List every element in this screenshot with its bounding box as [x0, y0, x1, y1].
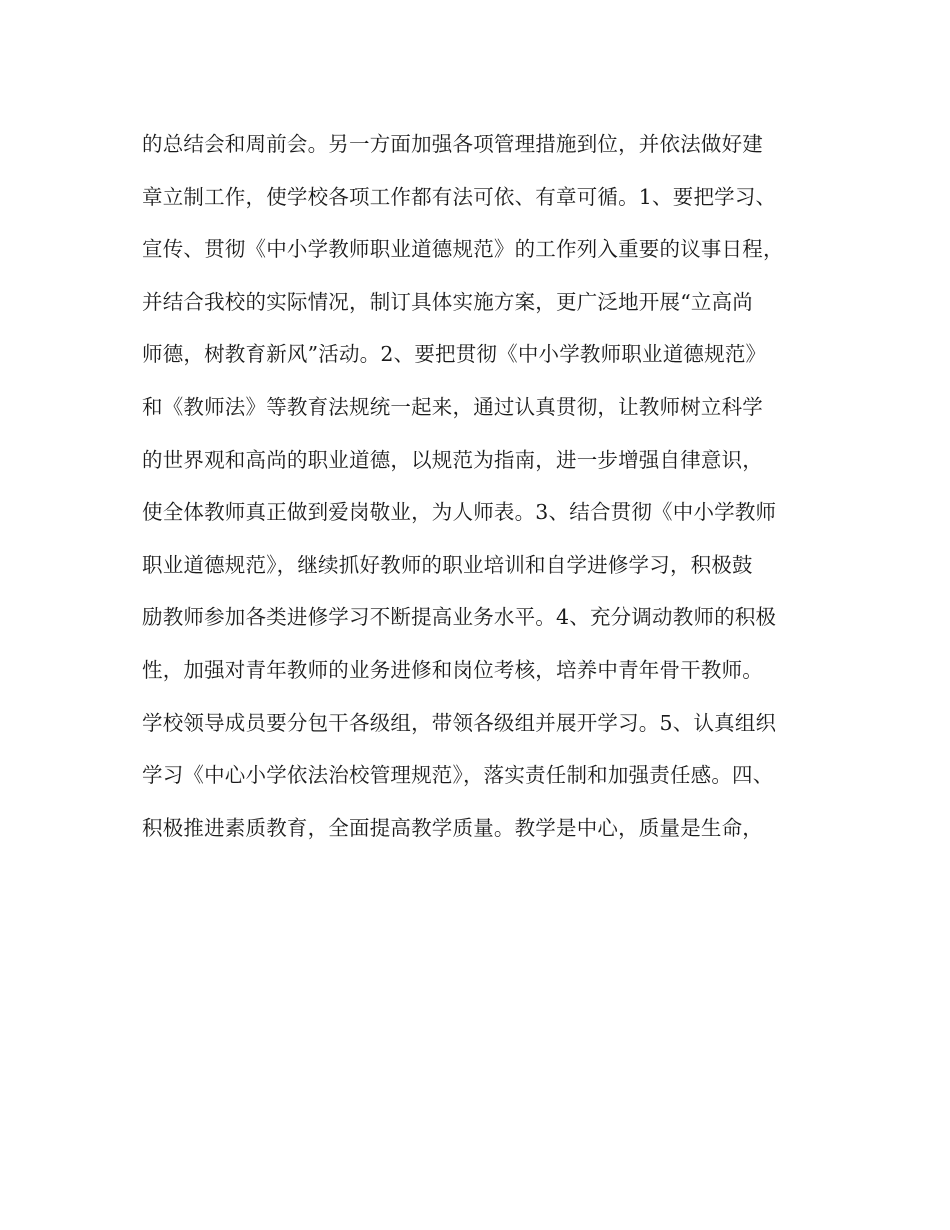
text-line: 并结合我校的实际情况，制订具体实施方案，更广泛地开展“立高尚	[142, 289, 753, 314]
text-line: 的总结会和周前会。另一方面加强各项管理措施到位，并依法做好建	[142, 132, 763, 156]
text-line: 学校领导成员要分包干各级组，带领各级组并展开学习。5、认真组织	[142, 710, 777, 735]
text-line: 的世界观和高尚的职业道德，以规范为指南，进一步增强自律意识，	[142, 447, 763, 472]
text-line: 章立制工作，使学校各项工作都有法可依、有章可循。1、要把学习、	[142, 184, 777, 209]
text-line: 积极推进素质教育，全面提高教学质量。教学是中心，质量是生命，	[142, 815, 763, 840]
text-line: 性，加强对青年教师的业务进修和岗位考核，培养中青年骨干教师。	[142, 657, 763, 682]
text-line: 使全体教师真正做到爱岗敬业，为人师表。3、结合贯彻《中小学教师	[142, 500, 777, 525]
text-line: 励教师参加各类进修学习不断提高业务水平。4、充分调动教师的积极	[142, 605, 777, 630]
text-line: 宣传、贯彻《中小学教师职业道德规范》的工作列入重要的议事日程，	[142, 237, 784, 262]
text-line: 职业道德规范》，继续抓好教师的职业培训和自学进修学习，积极鼓	[142, 552, 753, 577]
body-text	[142, 126, 812, 862]
text-line: 和《教师法》等教育法规统一起来，通过认真贯彻，让教师树立科学	[142, 394, 763, 419]
text-line: 师德，树教育新风”活动。2、要把贯彻《中小学教师职业道德规范》	[142, 342, 767, 367]
text-line: 学习《中心小学依法治校管理规范》，落实责任制和加强责任感。四、	[142, 763, 774, 788]
